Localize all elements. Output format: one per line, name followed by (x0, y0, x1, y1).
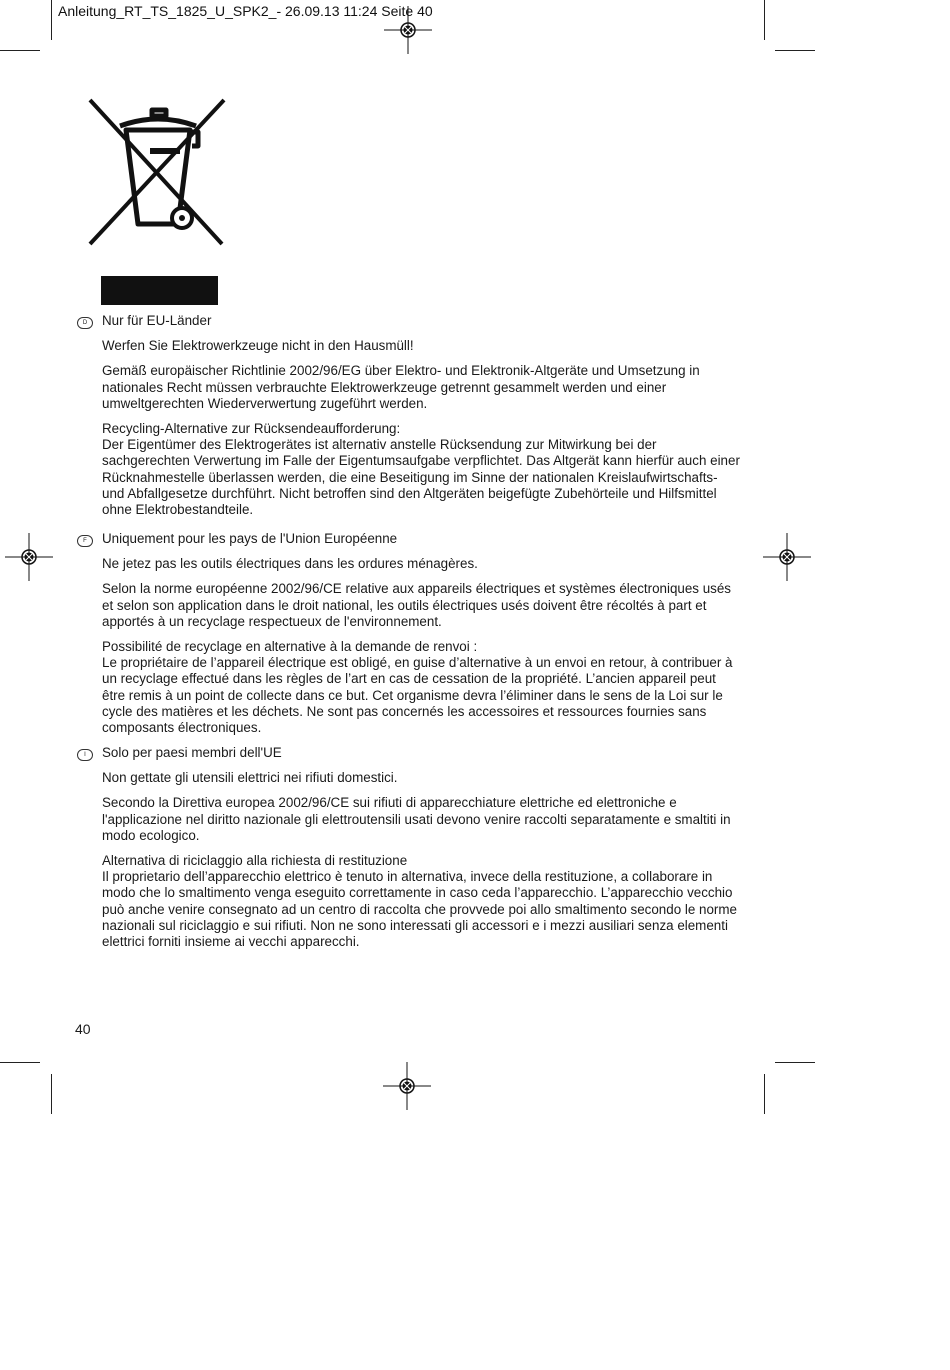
section-paragraph: Gemäß europäischer Richtlinie 2002/96/EG über Elektro- und Elektronik-Altgeräte und Umsetzung in nationales Recht müssen verbrauchte Elektrowerkzeuge getrennt gesammelt werden und einer umweltgerechten Wiederverwertung zugeführt werden. (102, 363, 700, 411)
section-subtitle: Recycling-Alternative zur Rücksendeaufforderung: (102, 421, 401, 437)
section-paragraph: Le propriétaire de l’appareil électrique est obligé, en guise d’alternative à un envoi en retour, à contribuer à un recyclage effectué dans les règles de l’art en cas de cessation de la propriété. L’ancien appareil peut être remis à un point de collecte dans ce but. Cet organisme devra l’éliminer dans le sens de la Loi sur le cycle des matières et les déchets. Ne sont pas concernés les accessoires et ressources fournies sans composants électroniques. (102, 655, 733, 736)
country-flag-fr: F (77, 535, 93, 547)
crop-mark (0, 50, 40, 51)
section-lead: Ne jetez pas les outils électriques dans les ordures ménagères. (102, 556, 478, 572)
crop-mark (775, 50, 815, 51)
crop-mark (775, 1062, 815, 1063)
registration-mark-icon (5, 533, 53, 581)
section-fr (102, 531, 742, 736)
section-paragraph: Il proprietario dell’apparecchio elettrico è tenuto in alternativa, invece della restituzione, a collaborare in modo che lo smaltimento venga eseguito correttamente in caso ceda l’apparecchio. L’apparecchio vecchio può anche venire consegnato ad un centro di raccolta che provvede poi allo smaltimento secondo le norme nazionali sul riciclaggio e sui rifiuti. Non ne sono interessati gli accessori e i mezzi ausiliari senza elementi elettrici forniti insieme ai vecchi apparecchi. (102, 869, 737, 950)
section-heading: Uniquement pour les pays de l'Union Européenne (102, 531, 398, 546)
section-heading: Solo per paesi membri dell'UE (102, 745, 282, 760)
section-paragraph: Der Eigentümer des Elektrogerätes ist alternativ anstelle Rücksendung zur Mitwirkung bei der sachgerechten Verwertung im Falle der Eigentumsaufgabe verpflichtet. Das Altgerät kann hierfür auch einer Rücknahmestelle überlassen werden, die eine Beseitigung im Sinne der nationalen Kreislaufwirtschafts- und Abfallgesetze durchführt. Nicht betroffen sind den Altgeräten beigefügte Zubehörteile und Hilfsmittel ohne Elektrobestandteile. (102, 437, 740, 518)
crop-mark (51, 0, 52, 40)
crop-mark (764, 0, 765, 40)
country-flag-de: D (77, 317, 93, 329)
registration-mark-icon (763, 533, 811, 581)
section-heading: Nur für EU-Länder (102, 313, 212, 328)
section-it (102, 745, 742, 950)
section-paragraph: Selon la norme européenne 2002/96/CE relative aux appareils électriques et systèmes électroniques usés et selon son application dans le droit national, les outils électriques usés doivent être récoltés à part et apportés à un recyclage respectueux de l'environnement. (102, 581, 731, 629)
section-de (102, 313, 742, 518)
crossed-out-wheelie-bin-icon (86, 96, 228, 248)
section-subtitle: Possibilité de recyclage en alternative à la demande de renvoi : (102, 639, 478, 655)
registration-mark-icon (384, 6, 432, 54)
crop-mark (764, 1074, 765, 1114)
crop-mark (51, 1074, 52, 1114)
section-lead: Werfen Sie Elektrowerkzeuge nicht in den Hausmüll! (102, 338, 414, 354)
country-flag-it: I (77, 749, 93, 761)
section-lead: Non gettate gli utensili elettrici nei rifiuti domestici. (102, 770, 398, 786)
crop-mark (0, 1062, 40, 1063)
registration-mark-icon (383, 1062, 431, 1110)
section-subtitle: Alternativa di riciclaggio alla richiesta di restituzione (102, 853, 408, 869)
page-number: 40 (75, 1021, 91, 1037)
section-paragraph: Secondo la Direttiva europea 2002/96/CE sui rifiuti di apparecchiature elettriche ed elettroniche e l'applicazione nel diritto nazionale gli elettroutensili usati devono venire raccolti separatamente e smaltiti in modo ecologico. (102, 795, 731, 843)
print-slug: Anleitung_RT_TS_1825_U_SPK2_- 26.09.13 11:24 Seite 40 (58, 3, 433, 19)
weee-bar (101, 276, 218, 305)
